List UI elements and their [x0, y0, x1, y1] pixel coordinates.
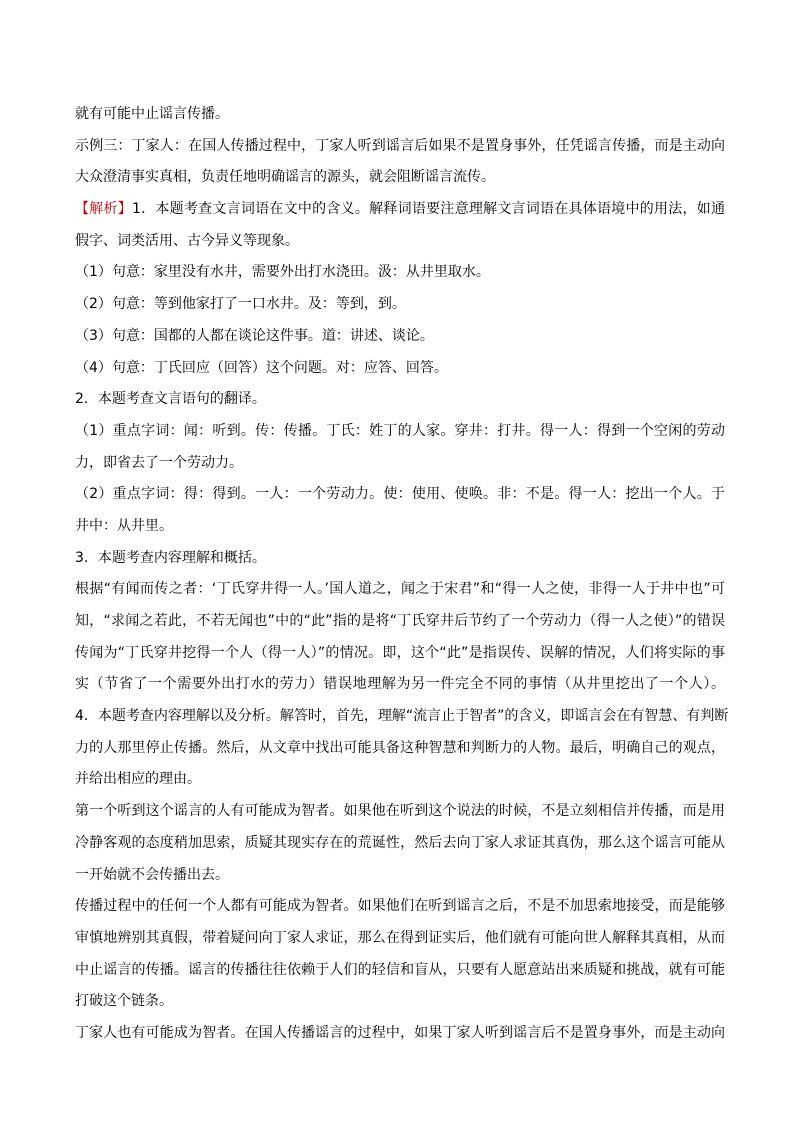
line-text: （1）句意：家里没有水井，需要外出打水浇田。汲：从井里取水。 [75, 264, 490, 281]
text-line [75, 955, 725, 987]
line-text: 假字、词类活用、古今异义等现象。 [75, 232, 299, 249]
text-line [75, 289, 725, 321]
line-text: （2）重点字词：得：得到。一人：一个劳动力。使：使用、使唤。非：不是。得一人：挖出一个人。于 [75, 486, 725, 503]
text-line [75, 257, 725, 289]
text-line [75, 574, 725, 606]
text-line [75, 416, 725, 448]
analysis-label: 【解析】 [75, 201, 132, 218]
line-text: 中止谣言的传播。谣言的传播往往依赖于人们的轻信和盲从，只要有人愿意站出来质疑和挑战，就有可能 [75, 961, 725, 978]
text-line [75, 162, 725, 194]
line-text: 实（节省了一个需要外出打水的劳力）错误地理解为另一件完全不同的事情（从井里挖出了一个人）。 [75, 676, 725, 693]
line-text: （1）重点字词：闻：听到。传：传播。丁氏：姓丁的人家。穿井：打井。得一人：得到一个空闲的劳动 [75, 422, 725, 439]
line-text: 根据“有闻而传之者：‘丁氏穿井得一人。’国人道之，闻之于宋君”和“得一人之使，非得一人于井中也”可 [75, 581, 725, 598]
line-text: 一开始就不会传播出去。 [75, 866, 229, 883]
line-text: 知，“求闻之若此，不若无闻也”中的“此”指的是将“丁氏穿井后节约了一个劳动力（得一人之使）”的错误 [75, 613, 725, 629]
line-text: 井中：从井里。 [75, 517, 173, 534]
text-line [75, 638, 725, 670]
line-text: 力，即省去了一个劳动力。 [75, 454, 243, 471]
text-line [75, 99, 725, 131]
text-line [75, 606, 725, 638]
text-line [75, 986, 725, 1018]
text-line [75, 448, 725, 480]
text-line [75, 1018, 725, 1050]
line-text: 4．本题考查内容理解以及分析。解答时，首先，理解“流言止于智者”的含义，即谣言会在有智慧、有判断 [75, 708, 729, 725]
line-text: 第一个听到这个谣言的人有可能成为智者。如果他在听到这个说法的时候，不是立刻相信并传播，而是用 [75, 803, 725, 820]
text-line [75, 321, 725, 353]
line-text: 1．本题考查文言词语在文中的含义。解释词语要注意理解文言词语在具体语境中的用法，如通 [132, 201, 726, 218]
line-text: 传播过程中的任何一个人都有可能成为智者。如果他们在听到谣言之后，不是不加思索地接受，而是能够 [75, 898, 725, 915]
line-text: （4）句意：丁氏回应（回答）这个问题。对：应答、回答。 [75, 359, 448, 376]
line-text: 并给出相应的理由。 [75, 771, 201, 788]
line-text: 3．本题考查内容理解和概括。 [75, 549, 266, 566]
text-line [75, 701, 729, 733]
text-line [75, 194, 725, 226]
line-text: 冷静客观的态度稍加思索，质疑其现实存在的荒诞性，然后去向丁家人求证其真伪，那么这个谣言可能从 [75, 834, 725, 851]
text-line [75, 860, 725, 892]
text-line [75, 669, 725, 701]
line-text: 大众澄清事实真相，负责任地明确谣言的源头，就会阻断谣言流传。 [75, 169, 495, 186]
document-page [75, 99, 729, 1050]
line-text: （3）句意：国都的人都在谈论这件事。道：讲述、谈论。 [75, 327, 434, 344]
text-line [75, 796, 725, 828]
text-line [75, 923, 725, 955]
text-line [75, 764, 725, 796]
text-line [75, 353, 725, 385]
line-text: 示例三：丁家人：在国人传播过程中，丁家人听到谣言后如果不是置身事外，任凭谣言传播，而是主动向 [75, 137, 725, 154]
line-text: 传闻为“丁氏穿井挖得一个人（得一人）”的情况。即，这个“此”是指误传、误解的情况，人们将实际的事 [75, 644, 725, 661]
text-line [75, 511, 725, 543]
line-text: 打破这个链条。 [75, 993, 173, 1010]
text-line [75, 891, 725, 923]
text-line [75, 131, 725, 163]
line-text: 力的人那里停止传播。然后，从文章中找出可能具备这种智慧和判断力的人物。最后，明确自己的观点， [75, 739, 725, 756]
line-text: （2）句意：等到他家打了一口水井。及：等到，到。 [75, 296, 406, 313]
text-line [75, 226, 725, 258]
line-text: 就有可能中止谣言传播。 [75, 106, 229, 122]
text-line [75, 828, 725, 860]
text-line [75, 384, 725, 416]
line-text: 丁家人也有可能成为智者。在国人传播谣言的过程中，如果丁家人听到谣言后不是置身事外，而是主动向 [75, 1024, 725, 1041]
text-line [75, 543, 725, 575]
line-text: 2．本题考查文言语句的翻译。 [75, 391, 266, 408]
text-line [75, 479, 725, 511]
text-line [75, 733, 725, 765]
line-text: 审慎地辨别其真假，带着疑问向丁家人求证，那么在得到证实后，他们就有可能向世人解释其真相，从而 [75, 929, 725, 946]
